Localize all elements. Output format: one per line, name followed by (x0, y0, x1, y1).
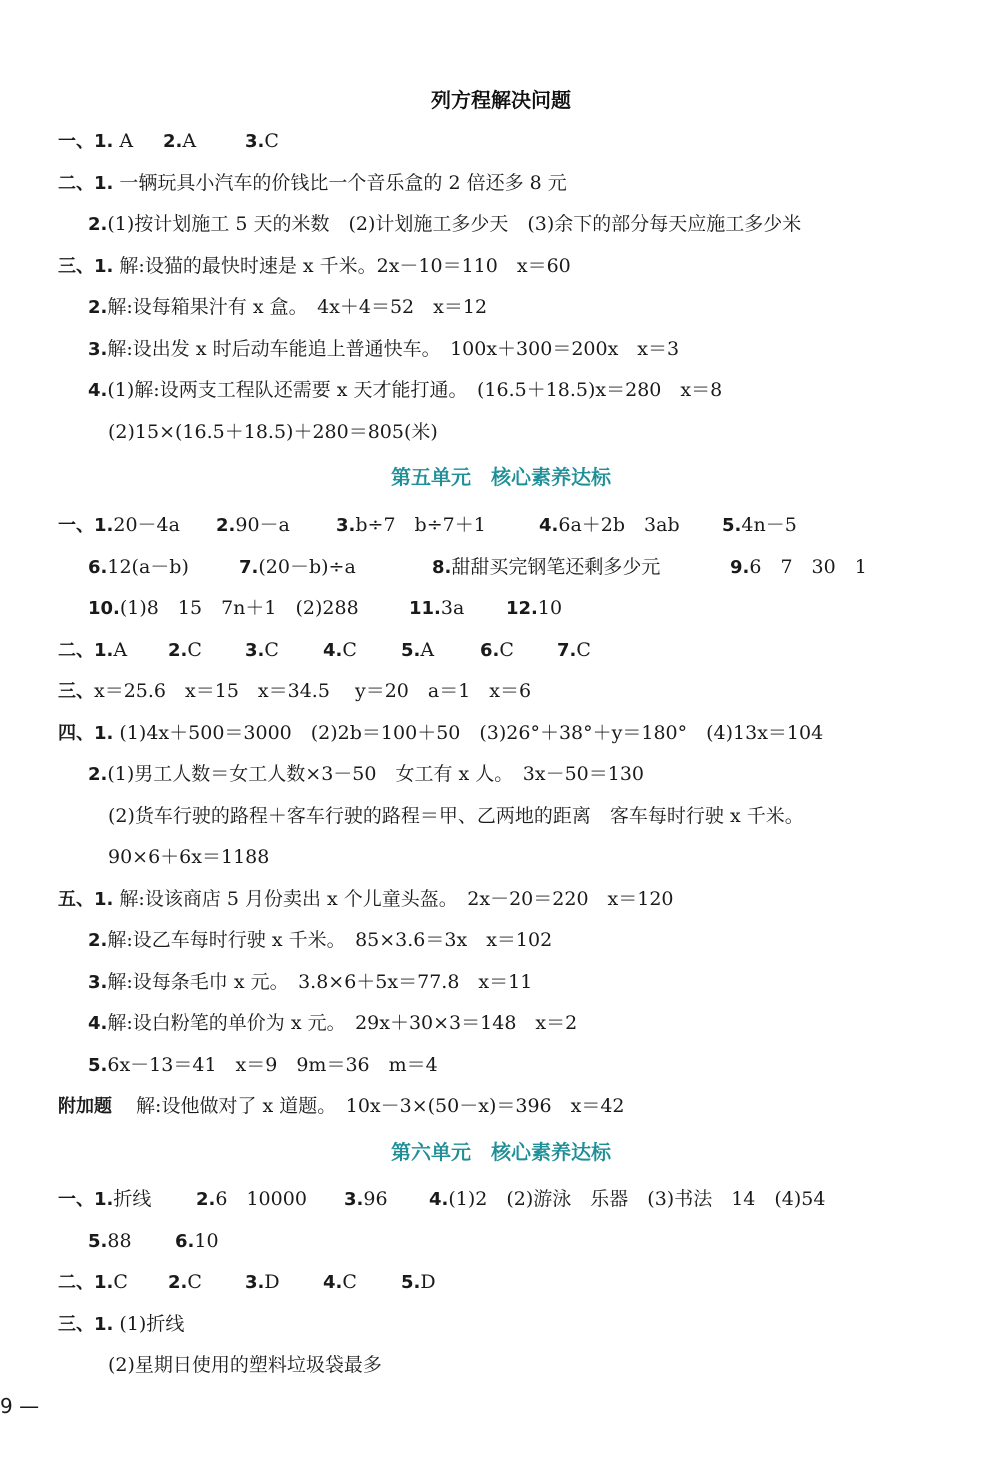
answer-text: 6 10000 (215, 1188, 307, 1210)
answer-text: 解:设每箱果汁有 x 盒。 4x＋4＝52 x＝12 (107, 296, 488, 318)
answer-text: (20－b)÷a (258, 556, 356, 578)
question-label: 三、 (58, 681, 94, 702)
answer-item (429, 1186, 825, 1213)
answer-item (168, 1269, 202, 1296)
answer-line (88, 336, 679, 362)
question-number: 2. (168, 640, 188, 661)
question-number: 3. (344, 1189, 364, 1210)
question-number: 4. (323, 1272, 343, 1293)
answer-text: 解:设猫的最快时速是 x 千米。2x－10＝110 x＝60 (119, 255, 571, 277)
answer-item (58, 1186, 151, 1213)
answer-item (58, 1269, 128, 1296)
question-number: 5. (88, 1055, 108, 1076)
answer-text: 3a (440, 597, 465, 619)
question-label: 三、 (58, 1314, 94, 1335)
answer-text: 折线 (113, 1188, 152, 1210)
answer-text: 解:设该商店 5 月份卖出 x 个儿童头盔。 2x－20＝220 x＝120 (119, 888, 674, 910)
answer-item (409, 595, 464, 622)
answer-text: C (576, 639, 591, 661)
answer-item (432, 554, 660, 581)
answer-item (168, 637, 202, 664)
answer-item (480, 637, 514, 664)
answer-text: A (113, 639, 128, 661)
question-number: 11. (409, 598, 441, 619)
question-number: 3. (88, 339, 108, 360)
answer-text: A (420, 639, 435, 661)
answer-text: 6a＋2b 3ab (558, 514, 680, 536)
question-number: 2. (88, 764, 108, 785)
question-number: 6. (175, 1231, 195, 1252)
question-number: 5. (401, 1272, 421, 1293)
answer-text: (2)15×(16.5＋18.5)＋280＝805(米) (108, 421, 438, 443)
question-number: 4. (88, 1013, 108, 1034)
question-label: 二、 (58, 173, 94, 194)
answer-text: 12(a－b) (107, 556, 189, 578)
answer-text: (2)货车行驶的路程＋客车行驶的路程＝甲、乙两地的距离 客车每时行驶 x 千米。 (108, 805, 804, 827)
answer-item (336, 512, 486, 539)
question-number: 6. (88, 557, 108, 578)
question-number: 2. (168, 1272, 188, 1293)
answer-text: 90－a (235, 514, 290, 536)
answer-text: 解:设白粉笔的单价为 x 元。 29x＋30×3＝148 x＝2 (107, 1012, 578, 1034)
question-number: 5. (401, 640, 421, 661)
answer-text: C (187, 1271, 202, 1293)
question-number: 3. (245, 1272, 265, 1293)
question-number: 二、1. (58, 640, 114, 661)
question-number: 3. (245, 131, 265, 152)
answer-item (344, 1186, 388, 1213)
answer-text: C (264, 130, 279, 152)
answer-text: A (182, 130, 197, 152)
answer-text: b÷7 b÷7＋1 (355, 514, 486, 536)
answer-text: D (420, 1271, 436, 1293)
answer-text: 10 (194, 1230, 219, 1252)
question-number: 4. (539, 515, 559, 536)
answer-line (245, 128, 279, 154)
answer-text: D (264, 1271, 280, 1293)
question-number: 12. (506, 598, 538, 619)
answer-text: (1)按计划施工 5 天的米数 (2)计划施工多少天 (3)余下的部分每天应施工多少米 (107, 213, 802, 235)
answer-text: 90×6＋6x＝1188 (108, 846, 270, 868)
bonus-label: 附加题 (58, 1096, 112, 1117)
answer-text: 20－4a (113, 514, 180, 536)
question-number: 一、1. (58, 1189, 114, 1210)
answer-text: 解:设每条毛巾 x 元。 3.8×6＋5x＝77.8 x＝11 (107, 971, 533, 993)
answer-text: C (264, 639, 279, 661)
answer-item (323, 637, 357, 664)
answer-line (108, 419, 438, 445)
page-number: 9 — (0, 1394, 40, 1418)
question-number: 一、1. (58, 515, 114, 536)
answer-text: 6 7 30 1 (749, 556, 867, 578)
unit-title: 第五单元 核心素养达标 (391, 465, 611, 489)
question-number: 10. (88, 598, 120, 619)
answer-item (401, 1269, 436, 1296)
question-number: 4. (323, 640, 343, 661)
question-number: 1. (94, 173, 114, 194)
answer-line (58, 253, 571, 279)
question-number: 4. (88, 380, 108, 401)
question-label: 四、 (58, 723, 94, 744)
answer-line (88, 761, 644, 787)
question-number: 2. (88, 297, 108, 318)
question-number: 2. (88, 214, 108, 235)
question-number: 2. (196, 1189, 216, 1210)
question-number: 5. (722, 515, 742, 536)
answer-line (88, 1052, 438, 1078)
answer-text: 解:设乙车每时行驶 x 千米。 85×3.6＝3x x＝102 (107, 929, 553, 951)
answer-line (58, 678, 531, 704)
answer-text: 解:设他做对了 x 道题。 10x－3×(50－x)＝396 x＝42 (136, 1095, 625, 1117)
answer-line (58, 1311, 184, 1337)
answer-text: 解:设出发 x 时后动车能追上普通快车。 100x＋300＝200x x＝3 (107, 338, 680, 360)
question-number: 3. (88, 972, 108, 993)
answer-text: (1)2 (2)游泳 乐器 (3)书法 14 (4)54 (448, 1188, 826, 1210)
answer-text: (2)星期日使用的塑料垃圾袋最多 (108, 1354, 382, 1376)
answer-text: (1)男工人数＝女工人数×3－50 女工有 x 人。 3x－50＝130 (107, 763, 645, 785)
answer-line (88, 211, 801, 237)
answer-text: 4n－5 (741, 514, 797, 536)
answer-text: 88 (107, 1230, 132, 1252)
answer-line (58, 886, 674, 912)
question-number: 2. (163, 131, 183, 152)
answer-text: A (119, 130, 134, 152)
answer-item (506, 595, 562, 622)
answer-item (239, 554, 356, 581)
question-label: 五、 (58, 889, 94, 910)
answer-text: C (342, 639, 357, 661)
answer-item (730, 554, 867, 581)
answer-line (108, 1352, 382, 1378)
answer-item (88, 1228, 132, 1255)
question-number: 7. (557, 640, 577, 661)
question-number: 2. (88, 930, 108, 951)
answer-item (557, 637, 591, 664)
answer-item (245, 637, 279, 664)
answer-text: 甜甜买完钢笔还剩多少元 (451, 556, 661, 578)
answer-text: C (113, 1271, 128, 1293)
answer-line (58, 720, 823, 746)
answer-text: C (342, 1271, 357, 1293)
answer-text: C (499, 639, 514, 661)
answer-text: 10 (537, 597, 563, 619)
answer-item (196, 1186, 307, 1213)
question-number: 二、1. (58, 1272, 114, 1293)
answer-text: 一辆玩具小汽车的价钱比一个音乐盒的 2 倍还多 8 元 (119, 172, 567, 194)
answer-line (108, 844, 269, 870)
answer-text: 96 (363, 1188, 388, 1210)
answer-line (88, 294, 487, 320)
answer-line (108, 803, 804, 829)
answer-item (58, 637, 127, 664)
answer-line (58, 170, 567, 196)
answer-line (58, 1093, 625, 1119)
answer-line (58, 128, 133, 154)
question-label: 一、 (58, 131, 94, 152)
answer-text: (1)解:设两支工程队还需要 x 天才能打通。 (16.5＋18.5)x＝280 x＝8 (107, 379, 723, 401)
answer-text: 6x－13＝41 x＝9 9m＝36 m＝4 (107, 1054, 438, 1076)
question-number: 4. (429, 1189, 449, 1210)
answer-item (175, 1228, 219, 1255)
answer-item (722, 512, 797, 539)
answer-item (88, 595, 359, 622)
question-number: 9. (730, 557, 750, 578)
question-number: 1. (94, 1314, 114, 1335)
answer-line (88, 927, 552, 953)
section-title: 列方程解决问题 (431, 88, 571, 112)
answer-text: (1)4x＋500＝3000 (2)2b＝100＋50 (3)26°＋38°＋y＝180° (4)13x＝104 (119, 722, 824, 744)
question-number: 1. (94, 256, 114, 277)
question-number: 3. (245, 640, 265, 661)
answer-text: (1)折线 (119, 1313, 185, 1335)
question-label: 三、 (58, 256, 94, 277)
answer-item (88, 554, 189, 581)
question-number: 7. (239, 557, 259, 578)
question-number: 5. (88, 1231, 108, 1252)
question-number: 1. (94, 889, 114, 910)
question-number: 6. (480, 640, 500, 661)
answer-text: (1)8 15 7n＋1 (2)288 (119, 597, 359, 619)
answer-line (88, 1010, 577, 1036)
answer-line (88, 377, 722, 403)
question-number: 3. (336, 515, 356, 536)
answer-item (245, 1269, 280, 1296)
question-number: 1. (94, 723, 114, 744)
answer-item (401, 637, 434, 664)
answer-item (216, 512, 290, 539)
answer-line (88, 969, 532, 995)
answer-item (323, 1269, 357, 1296)
unit-title: 第六单元 核心素养达标 (391, 1140, 611, 1164)
question-number: 1. (94, 131, 114, 152)
question-number: 2. (216, 515, 236, 536)
answer-item (539, 512, 680, 539)
answer-line (163, 128, 196, 154)
answer-text: x＝25.6 x＝15 x＝34.5 y＝20 a＝1 x＝6 (94, 680, 532, 702)
answer-text: C (187, 639, 202, 661)
question-number: 8. (432, 557, 452, 578)
answer-item (58, 512, 180, 539)
